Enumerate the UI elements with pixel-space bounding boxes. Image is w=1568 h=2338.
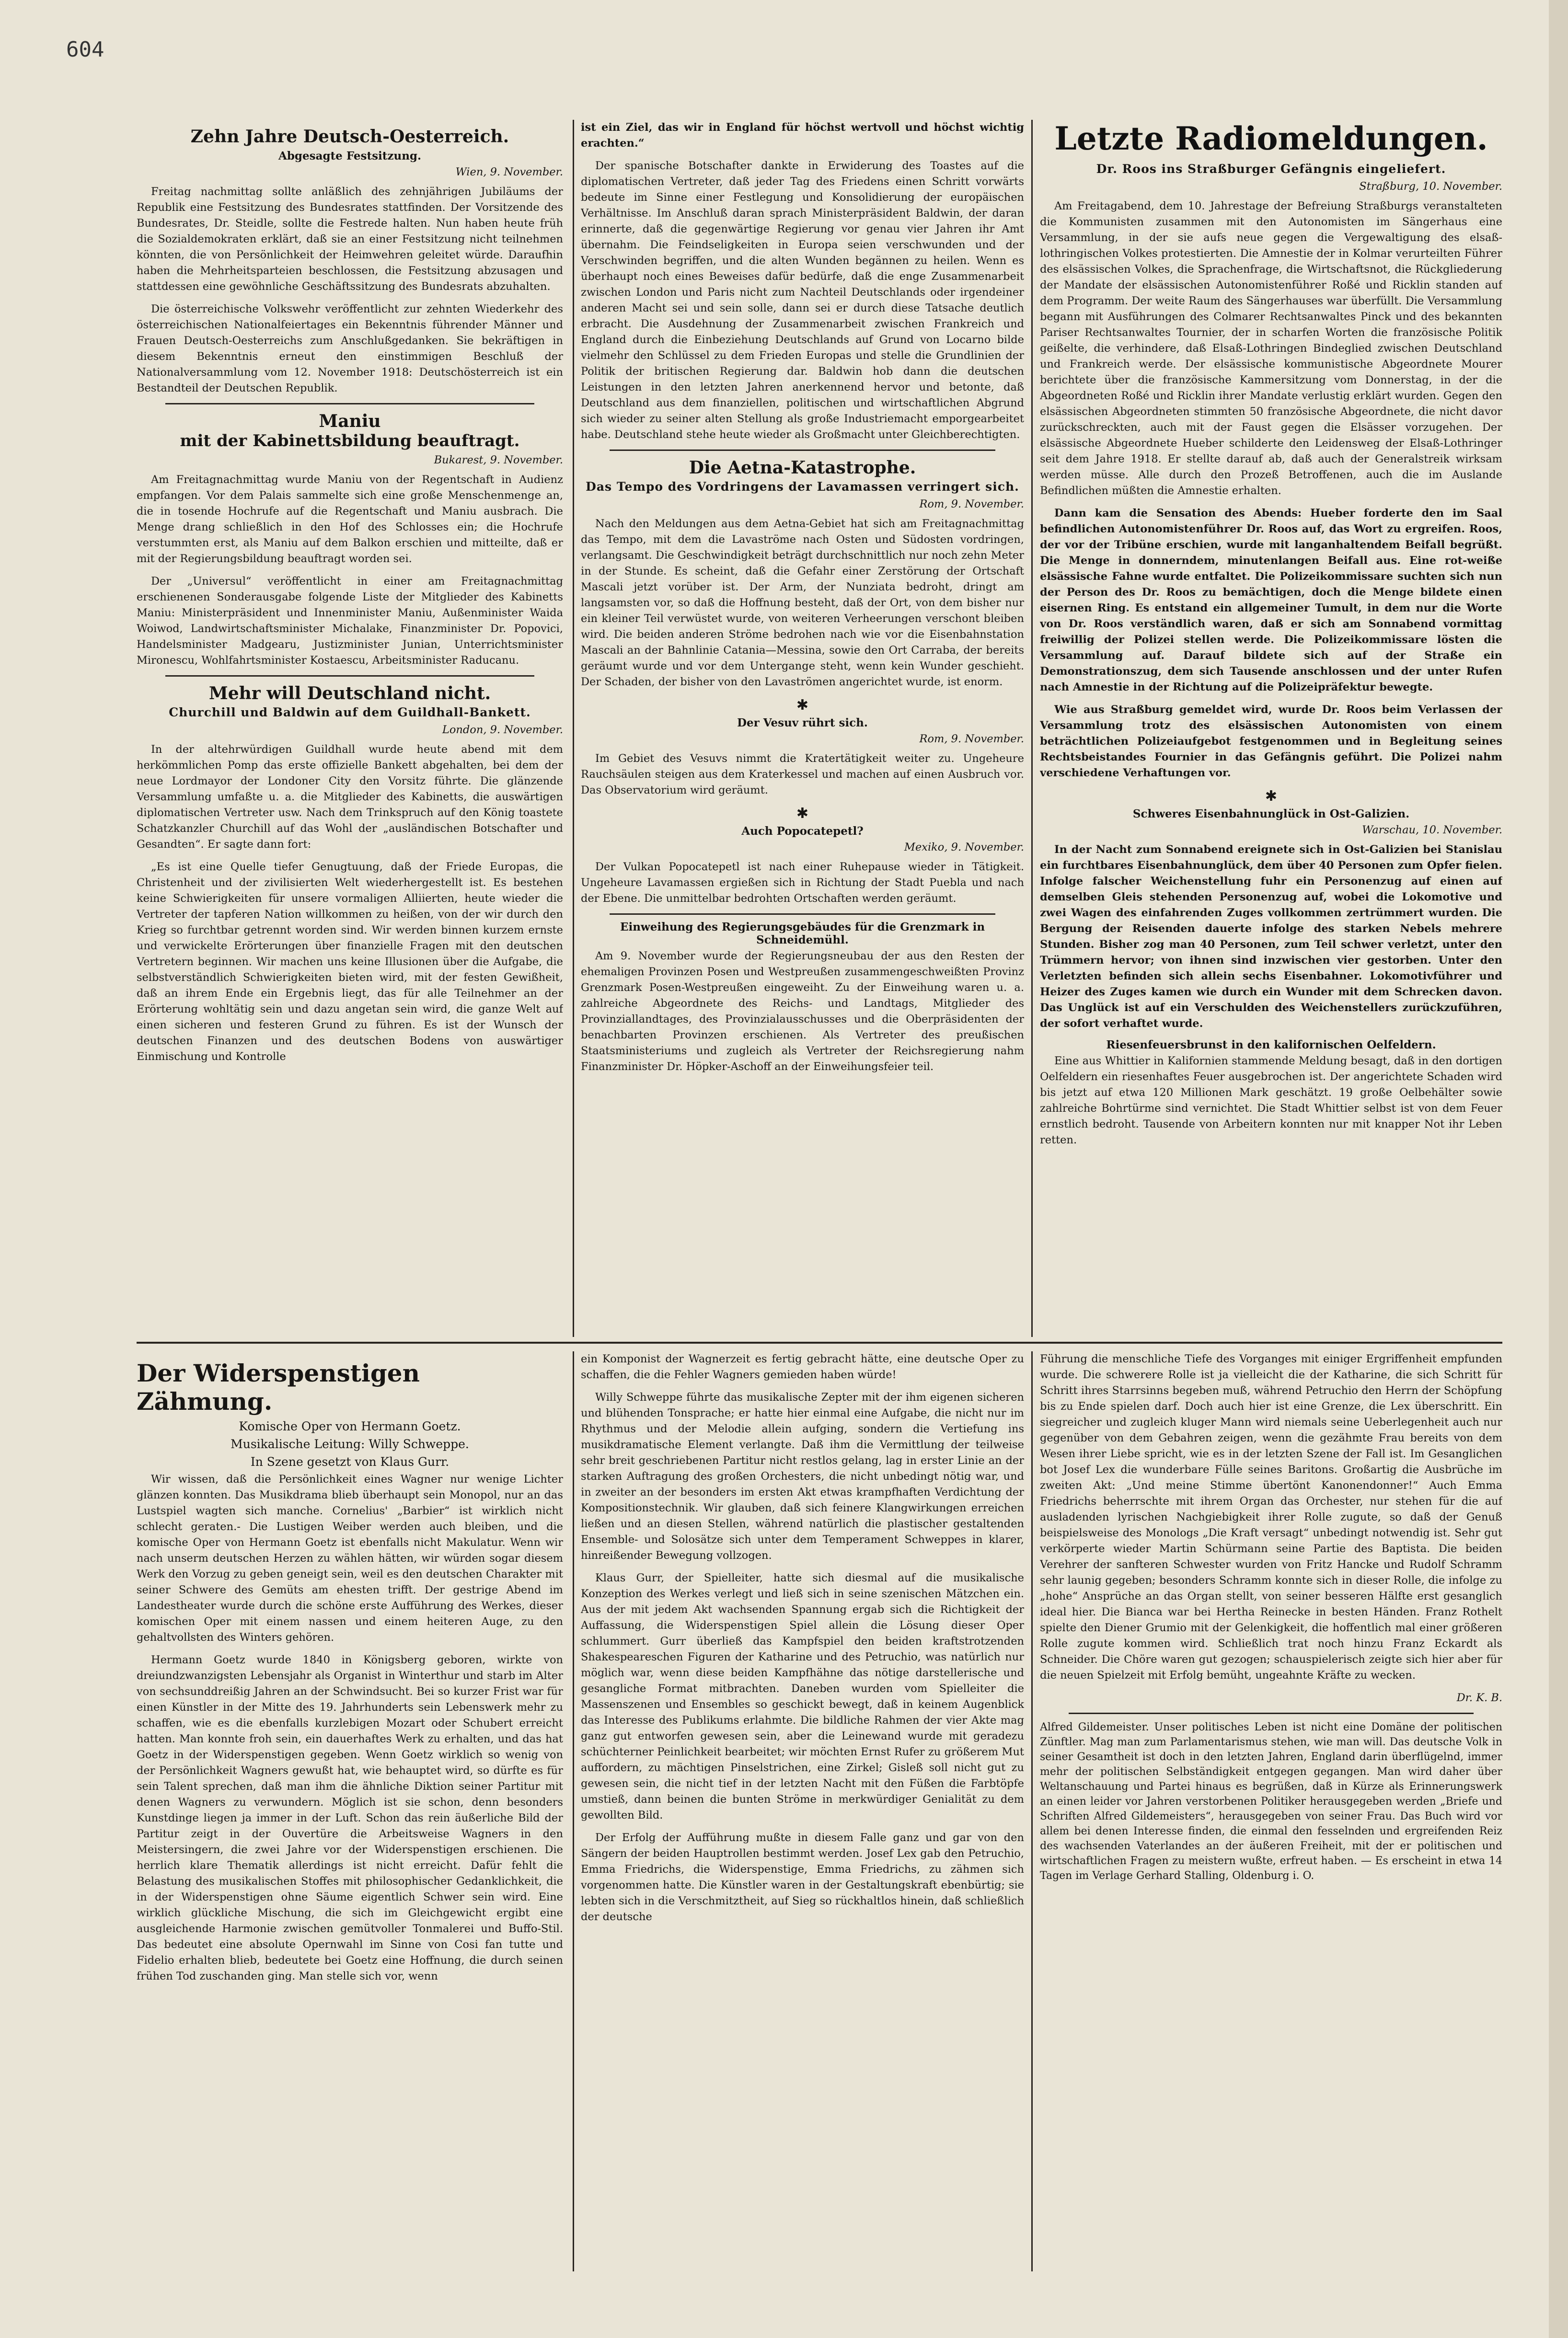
article-divider: [610, 913, 995, 915]
column-3: [1040, 120, 1502, 1335]
article-deutsch-oesterreich: [137, 127, 563, 396]
article-dr-roos: [1040, 162, 1502, 781]
article-maniu: [137, 411, 563, 668]
column-1: [137, 120, 563, 1335]
article-schneidemuehl: [581, 921, 1024, 1075]
dateline: Straßburg, 10. November.: [1359, 180, 1502, 193]
asterisk-ornament: ✱: [796, 697, 809, 714]
paragraph: Freitag nachmittag sollte anläßlich des zehnjährigen Jubiläums der Republik eine Festsitzung des Bundesrates stattfinden. Der Vorsitzende des Bundesrates, Dr. Steidle, sollte die Festrede halten. Nun haben heute früh die Sozialdemokraten erklärt, daß sie an einer Festsitzung nicht teilnehmen könnten, die von Persönlichkeit der Heimwehren geleitet würde. Daraufhin haben die Mehrheitsparteien beschlossen, die Festsitzung abzusagen und stattdessen eine gewöhnliche Geschäftssitzung des Bundesrats abzuhalten.: [137, 185, 563, 293]
paragraph: Die österreichische Volkswehr veröffentlicht zur zehnten Wiederkehr des österreichischen Nationalfeiertages ein Bekenntnis führender Männer und Frauen Deutsch-Oesterreichs zum Anschlußgedanken. Sie bekräftigen in diesem Bekenntnis erneut den einstimmigen Beschluß der Nationalversammlung vom 12. November 1918: Deutschösterreich ist ein Bestandteil der Deutschen Republik.: [137, 303, 563, 394]
article-guildhall-continued: [581, 120, 1024, 443]
review-signature: Dr. K. B.: [1456, 1692, 1502, 1704]
paragraph: Eine aus Whittier in Kalifornien stammende Meldung besagt, daß in den dortigen Oelfeldern ein riesenhaftes Feuer ausgebrochen ist. Der angerichtete Schaden wird bis jetzt auf etwa 120 Millionen Mark geschätzt. 19 große Oelbehälter sowie zahlreiche Bohrtürme sind vernichtet. Die Stadt Whittier selbst ist von dem Feuer ernstlich bedroht. Tausende von Arbeitern konnten nur mit knapper Not ihr Leben retten.: [1040, 1055, 1502, 1146]
article-divider: [610, 449, 995, 451]
dateline: Rom, 9. November.: [919, 733, 1024, 745]
page-number: 604: [66, 37, 104, 62]
article-divider: [165, 403, 534, 404]
paragraph: Nach den Meldungen aus dem Aetna-Gebiet hat sich am Freitagnachmittag das Tempo, mit dem die Lavaströme nach Osten und Südosten vordringen, verlangsamt. Die Geschwindigkeit beträgt durchschnittlich nur noch zehn Meter in der Stunde. Es scheint, daß die Gefahr einer Zerstörung der Ortschaft Mascali jetzt vorüber ist. Der Arm, der Nunziata bedroht, dringt am langsamsten vor, so daß die Hoffnung besteht, daß der Ort, von dem bisher nur ein kleiner Teil verwüstet wurde, von weiteren Verheerungen verschont bleiben wird. Die beiden anderen Ströme bedrohen nach wie vor die Eisenbahnstation Mascali an der Bahnlinie Catania—Messina, sowie den Ort Carraba, der bereits geräumt wurde und vor dem Untergange steht, wenn kein Wunder geschieht. Der Schaden, der bisher von den Lavaströmen angerichtet wurde, ist enorm.: [581, 518, 1024, 688]
paragraph: Der „Universul“ veröffentlicht in einer am Freitagnachmittag erschienenen Sonderausgabe folgende Liste der Mitglieder des Kabinetts Maniu: Ministerpräsident und Innenminister Maniu, Außenminister Waida Woiwod, Landwirtschaftsminister Michalake, Finanzminister Dr. Popovici, Handelsminister Madgearu, Justizminister Junian, Unterrichtsminister Mironescu, Wohlfahrtsminister Kostaescu, Arbeitsminister Raducanu.: [137, 575, 563, 667]
paragraph: Dann kam die Sensation des Abends: Hueber forderte den im Saal befindlichen Autonomistenführer Dr. Roos auf, das Wort zu ergreifen. Roos, der vor der Tribüne erschien, wurde mit langanhaltendem Beifall begrüßt. Die Menge in donnerndem, minutenlangen Beifall aus. Eine rot-weiße elsässische Fahne wurde entfaltet. Die Polizeikommissare suchten sich nun der Person des Dr. Roos zu bemächtigen, doch die Menge bildete einen eisernen Ring. Es entstand ein allgemeiner Tumult, in dem nur die Worte von Dr. Roos verständlich waren, daß er sich am Sonnabend vormittag freiwillig der Polizei stellen werde. Die Polizeikommissare lösten die Versammlung auf. Darauf bildete sich auf der Straße ein Demonstrationszug, dem sich Tausende anschlossen und der unter Rufen nach Amnestie in der Richtung auf die Polizeipräfektur bewegte.: [1040, 507, 1502, 693]
paragraph: Am 9. November wurde der Regierungsneubau der aus den Resten der ehemaligen Provinzen Posen und Westpreußen zusammengeschweißten Provinz Grenzmark Posen-Westpreußen eingeweiht. Zu der Einweihung waren u. a. zahlreiche Abgeordnete des Reichs- und Landtags, Mitglieder des Provinziallandtages, des Provinzialausschusses und die Oberpräsidenten der benachbarten Provinzen erschienen. Als Vertreter des preußischen Staatsministeriums und zugleich als Vertreter der Reichsregierung nahm Finanzminister Dr. Höpker-Aschoff an der Einweihungsfeier teil.: [581, 950, 1024, 1073]
dateline: Bukarest, 9. November.: [434, 454, 563, 466]
paragraph: Alfred Gildemeister. Unser politisches Leben ist nicht eine Domäne der politischen Zünftler. Mag man zum Parlamentarismus stehen, wie man will. Das deutsche Volk in seiner Gesamtheit ist doch in den letzten Jahren, England darin überflügelnd, immer mehr der politischen Selbständigkeit entgegen gegangen. Man wird daher über Weltanschauung und Partei hinaus es begrüßen, daß in Kürze als Erinnerungswerk an einen leider vor Jahren verstorbenen Politiker herausgegeben werden „Briefe und Schriften Alfred Gildemeisters“, herausgegeben von seiner Frau. Das Buch wird vor allem bei denen Interesse finden, die einmal den fesselnden und ergreifenden Reiz des wachsenden Vaterlandes an der äußeren Freiheit, mit der er politischen und wirtschaftlichen Fragen zu meistern wußte, erfreut haben. — Es erscheint in etwa 14 Tagen im Verlage Gerhard Stalling, Oldenburg i. O.: [1040, 1721, 1502, 1882]
paragraph: Am Freitagabend, dem 10. Jahrestage der Befreiung Straßburgs veranstalteten die Kommunisten zusammen mit den Autonomisten im Sängerhaus eine Versammlung, in der sie aufs neue gegen die Vergewaltigung des elsaß-lothringischen Volkes protestierten. Die Amnestie der in Kolmar verurteilten Führer des elsässischen Volkes, die Sprachenfrage, die Wirtschaftsnot, die Rückgliederung der Mandate der elsässischen Autonomistenführer Roßé und Ricklin standen auf dem Programm. Der weite Raum des Sängerhauses war überfüllt. Die Versammlung begann mit Ausführungen des Colmarer Rechtsanwaltes Pinck und des bekannten Pariser Rechtsanwaltes Tournier, der in scharfen Worten die französische Politik geißelte, die verhindere, daß Elsaß-Lothringen Bindeglied zwischen Deutschland und Frankreich werde. Der elsässische kommunistische Abgeordnete Mourer berichtete über die französische Kammersitzung vom Donnerstag, in der die Abgeordneten Roßé und Ricklin ihrer Mandate verlustig erklärt wurden. Gegen den elsässischen Abgeordneten stimmten 50 französische Abgeordnete, die nicht davor zurückschreckten, auch mit der Faust gegen die Elsässer vorzugehen. Der elsässische Abgeordnete Hueber schilderte den Leidensweg der Elsaß-Lothringer seit dem Jahre 1918. Er stellte darauf ab, daß auch der Generalstreik wirksam werden müsse. Alle durch den Prozeß Betroffenen, auch die im Auslande Befindlichen müßten die Amnestie erhalten.: [1040, 200, 1502, 497]
paragraph: Wir wissen, daß die Persönlichkeit eines Wagner nur wenige Lichter glänzen konnten. Das Musikdrama blieb überhaupt sein Monopol, nur an das Lustspiel wagten sich manche. Cornelius' „Barbier“ ist wirklich nicht schlecht geraten.- Die Lustigen Weiber werden auch bleiben, und die komische Oper von Hermann Goetz ist ebenfalls nicht Makulatur. Wenn wir nach unserm deutschen Herzen zu wählen hätten, wir würden sogar diesem Werk den Vorzug zu geben geneigt sein, weil es den deutschen Charakter mit seiner Schwere des Gemüts am ehesten trifft. Der gestrige Abend im Landestheater wurde durch die schöne erste Aufführung des Werkes, dieser komischen Oper mit einem nassen und einem heiteren Auge, zu den gehaltvollsten des Winters gehören.: [137, 1473, 563, 1644]
paragraph: Führung die menschliche Tiefe des Vorganges mit einiger Ergriffenheit empfunden wurde. Die schwerere Rolle ist ja vielleicht die der Katharine, die sich Schritt für Schritt ihres Starrsinns begeben muß, während Petruchio den Herrn der Schöpfung bis zu Ende spielen darf. Doch auch hier ist eine Grenze, die Lex überschritt. Ein siegreicher und zugleich kluger Mann wird niemals seine Ueberlegenheit auch nur gegenüber von dem Gebahren zeigen, wenn die gezähmte Frau bereits von dem Wesen ihrer Liebe spricht, wie es in der letzten Szene der Fall ist. Im Gesanglichen bot Josef Lex die wunderbare Fülle seines Baritons. Großartig die Ausbrüche im zweiten Akt: „Und meine Stimme übertönt Kanonendonner!“ Auch Emma Friedrichs beherrschte mit ihrem Organ das Orchester, nur stehen für die auf ausladenden lyrischen Nachgiebigkeit ihrer Rolle zugute, so daß der Genuß beispielsweise des Monologs „Die Kraft versagt“ unbedingt notwendig ist. Sehr gut verkörperte wieder Martin Schürmann seine Partie des Baptista. Die beiden Verehrer der sanfteren Schwester wurden von Fritz Hancke und Rudolf Schramm sehr launig gegeben; besonders Schramm konnte sich in dieser Rolle, die infolge zu „hohe“ Ansprüche an das Organ stellt, von seiner besseren Hälfte erst gesanglich ideal hier. Die Bianca war bei Hertha Reinecke in besten Händen. Franz Rothelt spielte den Diener Grumio mit der Gelenkigkeit, die hoffentlich mal einer größeren Rolle zugute kommen wird. Schließlich trat noch hinzu Franz Eckardt als Schneider. Die Chöre waren gut gezogen; schauspielerisch zeigte sich hier aber für die neuen Spielzeit mit Erfolg bemüht, ungeahnte Kräfte zu wecken.: [1040, 1353, 1502, 1682]
article-oelfelder: [1040, 1038, 1502, 1148]
paragraph: Der Vulkan Popocatepetl ist nach einer Ruhepause wieder in Tätigkeit. Ungeheure Lavamassen ergießen sich in Richtung der Stadt Puebla und nach der Ebene. Die unmittelbar bedrohten Ortschaften werden geräumt.: [581, 861, 1024, 905]
paragraph: ist ein Ziel, das wir in England für höchst wertvoll und höchst wichtig erachten.“: [581, 121, 1024, 150]
paragraph: Klaus Gurr, der Spielleiter, hatte sich diesmal auf die musikalische Konzeption des Werkes verlegt und ließ sich in seine szenischen Mätzchen ein. Aus der mit jedem Akt wachsenden Spannung ergab sich die Richtigkeit der Auffassung, die Widerspenstigen Spiel allein die Lösung dieser Oper schlummert. Gurr überließ das Kampfspiel den beiden kraftstrotzenden Shakespeareschen Figuren der Katharine und des Petruchio, was natürlich nur möglich war, wenn diese beiden Kampfhähne das nötige darstellerische und gesangliche Format mitbrachten. Daneben wurden vom Spielleiter die Massenszenen und Ensembles so geschickt bewegt, daß in keinem Augenblick das Interesse des Publikums erlahmte. Die bildliche Rahmen der vier Akte mag ganz gut entworfen gewesen sein, aber die Leinewand wurde mit geradezu schüchterner Peinlichkeit bearbeitet; wir möchten Ernst Rufer zu größerem Mut auffordern, zu mächtigen Pinselstrichen, eine Zirkel; Gisleß soll nicht gut zu gewesen sein, die nicht tief in der letzten Nacht mit den Füßen die Farbtöpfe umstieß, dann beinen die bunten Ströme in merkwürdiger Genialität zu dem gewollten Bild.: [581, 1572, 1024, 1821]
paragraph: Willy Schweppe führte das musikalische Zepter mit der ihm eigenen sicheren und blühenden Tonsprache; er hatte hier einmal eine Aufgabe, die nicht nur im Rhythmus und der Melodie allein aufging, sondern die Vertiefung ins musikdramatische Element verlangte. Daß ihm die Vermittlung der teilweise sehr breit geschriebenen Partitur nicht restlos gelang, lag in erster Linie an der starken Auftragung des großen Orchesters, die nicht unbedingt nötig war, und in zweiter an der besonders im ersten Akt etwas krampfhaften Verdichtung der Kompositionstechnik. Wir glauben, daß sich feinere Klangwirkungen erreichen ließen und an diesen Stellen, während natürlich die plastischer gestaltenden Ensemble- und Solosätze sich unter dem Temperament Schweppes in klarer, hinreißender Bewegung vollzogen.: [581, 1391, 1024, 1562]
column-rule: [1031, 1351, 1033, 2271]
section-rule: [137, 1342, 1502, 1344]
paragraph: In der Nacht zum Sonnabend ereignete sich in Ost-Galizien bei Stanislau ein furchtbares Eisenbahnunglück, dem über 40 Personen zum Opfer fielen. Infolge falscher Weichenstellung fuhr ein Personenzug auf einen auf demselben Gleis stehenden Personenzug auf, wobei die Lokomotive und zwei Wagen des einfahrenden Zuges vollkommen zertrümmert wurden. Die Bergung der Reisenden dauerte infolge des starken Nebels mehrere Stunden. Bisher zog man 40 Personen, zum Teil schwer verletzt, unter den Trümmern hervor; von ihnen sind inzwischen vier gestorben. Unter den Verletzten befinden sich allein sechs Eisenbahner. Lokomotivführer und Heizer des Zuges kamen wie durch ein Wunder mit dem Schrecken davon. Das Unglück ist auf ein Verschulden des Weichenstellers zurückzuführen, der sofort verhaftet wurde.: [1040, 843, 1502, 1030]
headline: Auch Popocatepetl?: [741, 825, 864, 838]
paragraph: Hermann Goetz wurde 1840 in Königsberg geboren, wirkte von dreiundzwanzigsten Lebensjahr als Organist in Winterthur und starb im Alter von sechsunddreißig Jahren an der Schwindsucht. Bei so kurzer Frist war für einen Künstler in der Mitte des 19. Jahrhunderts sein Lebenswerk mehr zu schaffen, wie es die ebenfalls kurzlebigen Mozart oder Schubert erreicht hatten. Man konnte froh sein, ein dauerhaftes Werk zu erhalten, und das hat Goetz in der Widerspenstigen gegeben. Wenn Goetz wirklich so wenig von der Persönlichkeit Wagners gewußt hat, wie behauptet wird, so dürfte es für sein Talent sprechen, daß man ihm die ähnliche Diktion seiner Partitur mit denen Wagners zu verwundern. Möglich ist sie schon, denn besonders Kunstdinge liegen ja immer in der Luft. Schon das rein äußerliche Bild der Partitur zeigt in der Ouvertüre die Arbeitsweise Wagners in den Meistersingern, die zwei Jahre vor der Widerspenstigen erschienen. Die herrlich klare Thematik allerdings ist nicht erreicht. Dafür fehlt die Belastung des musikalischen Stoffes mit philosophischer Gedanklichkeit, die in der Widerspenstigen ohne Säume eigentlich Schwer sein wird. Eine wirklich glückliche Mischung, die sich im Gleichgewicht ergibt eine ausgleichende Harmonie zwischen gemütvoller Tonmalerei und Buffo-Stil. Das bedeutet eine absolute Opernwahl im Sinne von Cosi fan tutte und Fidelio erhalten blieb, bedeutete bei Goetz eine Hoffnung, die durch seinen frühen Tod zuschanden ging. Man stelle sich vor, wenn: [137, 1654, 563, 1982]
paragraph: Im Gebiet des Vesuvs nimmt die Kratertätigkeit weiter zu. Ungeheure Rauchsäulen steigen aus dem Kraterkessel und machen auf einen Ausbruch vor. Das Observatorium wird geräumt.: [581, 752, 1024, 796]
article-divider: [165, 675, 534, 677]
article-vesuv: [581, 716, 1024, 798]
article-eisenbahnunglueck: [1040, 807, 1502, 1032]
column-2: [581, 120, 1024, 1335]
review-credit-composer: Komische Oper von Hermann Goetz.: [239, 1419, 461, 1433]
article-popocatepetl: [581, 825, 1024, 907]
paragraph: Am Freitagnachmittag wurde Maniu von der Regentschaft in Audienz empfangen. Vor dem Palais sammelte sich eine große Menschenmenge an, die in tosende Hochrufe auf die Regentschaft und Maniu ausbrach. Die Menge drang schließlich in den Hof des Schlosses ein; die Hochrufe verstummten erst, als Maniu auf dem Balkon erschien und mitteilte, daß er mit der Regierungsbildung beauftragt worden sei.: [137, 473, 563, 565]
column-rule: [573, 120, 574, 1337]
article-mehr-will-deutschland-nicht: [137, 683, 563, 1065]
headline: Maniu: [319, 411, 381, 431]
dateline: Wien, 9. November.: [455, 166, 563, 178]
subheadline: Churchill und Baldwin auf dem Guildhall-Bankett.: [169, 705, 531, 719]
headline-line-2: mit der Kabinettsbildung beauftragt.: [180, 431, 520, 450]
paragraph: „Es ist eine Quelle tiefer Genugtuung, daß der Friede Europas, die Christenheit und der zivilisierten Welt wiederhergestellt ist. Es bestehen keine Schwierigkeiten für unsere vormaligen Alliierten, heute wieder die Vertreter der tapferen Nation willkommen zu heißen, von der wir durch den Krieg so furchtbar getrennt worden sind. Wir werden binnen kurzem ernste und verwickelte Erörterungen über finanzielle Fragen mit den deutschen Vertretern beginnen. Wir machen uns keine Illusionen über die Aufgabe, die selbstverständlich Schwierigkeiten bieten wird, mit der festen Gewißheit, daß an ihrem Ende ein Ergebnis liegt, das für alle Teilnehmer an der Erörterung wohltätig sein und dazu angetan sein wird, die ganze Welt auf einen sicheren und festeren Grund zu führen. Es ist der Wunsch der deutschen Finanzen und des deutschen Bodens von auswärtiger Einmischung und Kontrolle: [137, 861, 563, 1063]
asterisk-ornament: ✱: [1265, 788, 1278, 805]
review-credit-conductor: Musikalische Leitung: Willy Schweppe.: [231, 1437, 469, 1451]
review-headline: Der Widerspenstigen Zähmung.: [137, 1359, 420, 1416]
review-credit-director: In Szene gesetzt von Klaus Gurr.: [250, 1455, 450, 1469]
subheadline: Abgesagte Festsitzung.: [278, 150, 422, 162]
dateline: Rom, 9. November.: [919, 498, 1024, 510]
headline: Der Vesuv rührt sich.: [737, 716, 868, 729]
paragraph: Wie aus Straßburg gemeldet wird, wurde Dr. Roos beim Verlassen der Versammlung trotz des elsässischen Autonomisten von einem beträchtlichen Polizeiaufgebot festgenommen und in Begleitung seines Rechtsbeistandes Fournier in das Gefängnis geführt. Die Polizei nahm verschiedene Verhaftungen vor.: [1040, 703, 1502, 779]
headline: Einweihung des Regierungsgebäudes für die Grenzmark in Schneidemühl.: [620, 921, 985, 946]
headline: Riesenfeuersbrunst in den kalifornischen Oelfeldern.: [1106, 1038, 1436, 1051]
article-divider: [1069, 1713, 1474, 1714]
review-column-3: [1040, 1351, 1502, 2271]
subheadline: Das Tempo des Vordringens der Lavamassen verringert sich.: [586, 480, 1019, 494]
review-column-1: [137, 1351, 563, 2271]
page-edge: [1549, 0, 1568, 2338]
article-aetna-katastrophe: [581, 458, 1024, 690]
paragraph: ein Komponist der Wagnerzeit es fertig gebracht hätte, eine deutsche Oper zu schaffen, die die Fehler Wagners gemieden haben würde!: [581, 1353, 1024, 1381]
dateline: London, 9. November.: [442, 724, 563, 736]
dateline: Warschau, 10. November.: [1362, 824, 1502, 836]
paragraph: In der altehrwürdigen Guildhall wurde heute abend mit dem herkömmlichen Pomp das erste offizielle Bankett abgehalten, bei dem der neue Lordmayor der Londoner City den Vorsitz führte. Die glänzende Versammlung umfaßte u. a. die Mitglieder des Kabinetts, die auswärtigen diplomatischen Vertreter usw. Nach dem Trinkspruch auf den König toastete Schatzkanzler Churchill auf das Wohl der „ausländischen Botschafter und Gesandten“. Er sagte dann fort:: [137, 743, 563, 851]
headline: Die Aetna-Katastrophe.: [689, 458, 916, 478]
column-rule: [1031, 120, 1033, 1337]
paragraph: Der spanische Botschafter dankte in Erwiderung des Toastes auf die diplomatischen Vertreter, daß jeder Tag des Friedens einen Schritt vorwärts bedeute im Sinne einer Festlegung und Konsolidierung der europäischen Verhältnisse. Im Anschluß daran sprach Ministerpräsident Baldwin, der daran erinnerte, daß die gegenwärtige Regierung vor genau vier Jahren ihr Amt übernahm. Die Feindseligkeiten in Europa seien verschwunden und der Verschwinden begriffen, und die alten Wunden begännen zu heilen. Wenn es überhaupt noch eines Beweises dafür bedürfe, daß die enge Zusammenarbeit zwischen London und Paris nicht zum Nachteil Deutschlands oder irgendeiner anderen Macht sei und sein solle, dann sei er durch diese Tatsache deutlich erbracht. Die Ausdehnung der Zusammenarbeit zwischen Frankreich und England durch die Einbeziehung Deutschlands auf Grund von Locarno bilde vielmehr den Schlüssel zu dem Frieden Europas und stelle die Grundlinien der Politik der britischen Regierung dar. Baldwin hob dann die deutschen Leistungen in den letzten Jahren anerkennend hervor und betonte, daß Deutschland aus dem finanziellen, politischen und wirtschaftlichen Abgrund sich wieder zu seiner alten Stellung als große Industriemacht emporgearbeitet habe. Deutschland stehe heute wieder als Großmacht unter Gleichberechtigten.: [581, 160, 1024, 441]
asterisk-ornament: ✱: [796, 805, 809, 822]
headline: Schweres Eisenbahnunglück in Ost-Galizien.: [1132, 807, 1410, 820]
dateline: Mexiko, 9. November.: [904, 841, 1024, 853]
headline: Zehn Jahre Deutsch-Oesterreich.: [190, 127, 509, 147]
paragraph: Der Erfolg der Aufführung mußte in diesem Falle ganz und gar von den Sängern der beiden Hauptrollen bestimmt werden. Josef Lex gab den Petruchio, Emma Friedrichs, die Widerspenstige, Emma Friedrichs, zu zähmen sich vorgenommen hatte. Die Künstler waren in der Gestaltungskraft ebenbürtig; sie lebten sich in die Verschmitztheit, auf Sieg so rückhaltlos hinein, daß schließlich der deutsche: [581, 1831, 1024, 1923]
headline: Mehr will Deutschland nicht.: [208, 683, 491, 703]
column-rule: [573, 1351, 574, 2271]
review-column-2: [581, 1351, 1024, 2271]
subheadline: Dr. Roos ins Straßburger Gefängnis eingeliefert.: [1096, 162, 1446, 176]
section-masthead: Letzte Radiomeldungen.: [1054, 120, 1488, 157]
